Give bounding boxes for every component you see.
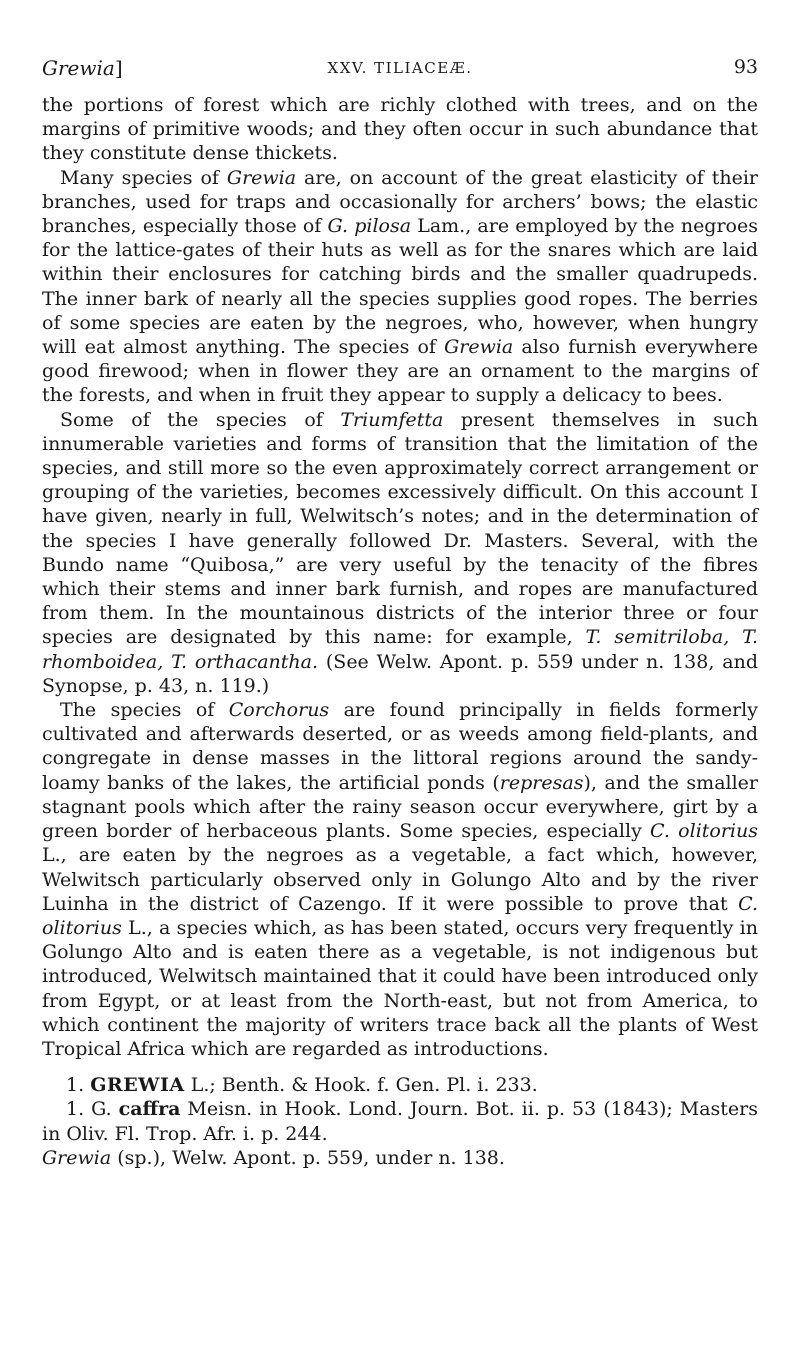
paragraph-corchorus: The species of Corchorus are found principally in fields formerly cultivated and afterwards deserted, or as weeds among field-plants, and congregate in dense masses in the littoral regions around the sandy-loamy banks of the lakes, the artificial ponds (represas), and the smaller stagnant pools which after the rainy season occur everywhere, girt by a green border of herbaceous plants. Some species, especially C. olitorius L., are eaten by the negroes as a vegetable, a fact which, however, Welwitsch particularly observed only in Golungo Alto and by the river Luinha in the district of Cazengo. If it were possible to prove that C. olitorius L., a species which, as has been stated, occurs very frequently in Golungo Alto and is eaten there as a vegetable, is not indigenous but introduced, Welwitsch maintained that it could have been introduced only from Egypt, or at least from the North-east, but not from America, to which continent the majority of writers trace back all the plants of West Tropical Africa which are regarded as introductions. [42,699,758,1060]
running-head-genus: Grewia] [42,56,123,80]
body-text [42,93,758,1170]
running-header [42,56,758,86]
paragraph-grewia-uses: Many species of Grewia are, on account of the great elasticity of their branches, used for traps and occasionally for archers’ bows; the elastic branches, especially those of G. pilosa Lam., are employed by the negroes for the lattice-gates of their huts as well as for the snares which are laid within their enclosures for catching birds and the smaller quadrupeds. The inner bark of nearly all the species supplies good ropes. The berries of some species are eaten by the negroes, who, however, when hungry will eat almost anything. The species of Grewia also furnish everywhere good firewood; when in flower they are an ornament to the margins of the forests, and when in fruit they appear to supply a delicacy to bees. [42,166,758,407]
running-head-section: XXV. TILIACEÆ. [327,59,473,77]
species-synonym: Grewia (sp.), Welw. Apont. p. 559, under n. 138. [42,1146,505,1169]
genus-entry-grewia [42,1073,758,1170]
paragraph-triumfetta: Some of the species of Triumfetta present themselves in such innumerable varieties and forms of transition that the limitation of the species, and still more so the even approximately correct arrangement or grouping of the varieties, becomes excessively difficult. On this account I have given, nearly in full, Welwitsch’s notes; and in the determination of the species I have generally followed Dr. Masters. Several, with the Bundo name “Quibosa,” are very useful by the tenacity of the fibres which their stems and inner bark furnish, and ropes are manufactured from them. In the mountainous districts of the interior three or four species are designated by this name: for example, T. semitriloba, T. rhomboidea, T. orthacantha. (See Welw. Apont. p. 559 under n. 138, and Synopse, p. 43, n. 119.) [42,408,758,697]
page-number: 93 [733,56,758,78]
species-entry-caffra: 1. G. caffra Meisn. in Hook. Lond. Journ. Bot. ii. p. 53 (1843); Masters in Oliv. Fl. Trop. Afr. i. p. 244. [42,1098,758,1145]
paragraph-forest-thickets: the portions of forest which are richly clothed with trees, and on the margins of primitive woods; and they often occur in such abundance that they constitute dense thickets. [42,94,758,165]
genus-heading: 1. GREWIA L.; Benth. & Hook. f. Gen. Pl. i. 233. [66,1074,538,1097]
